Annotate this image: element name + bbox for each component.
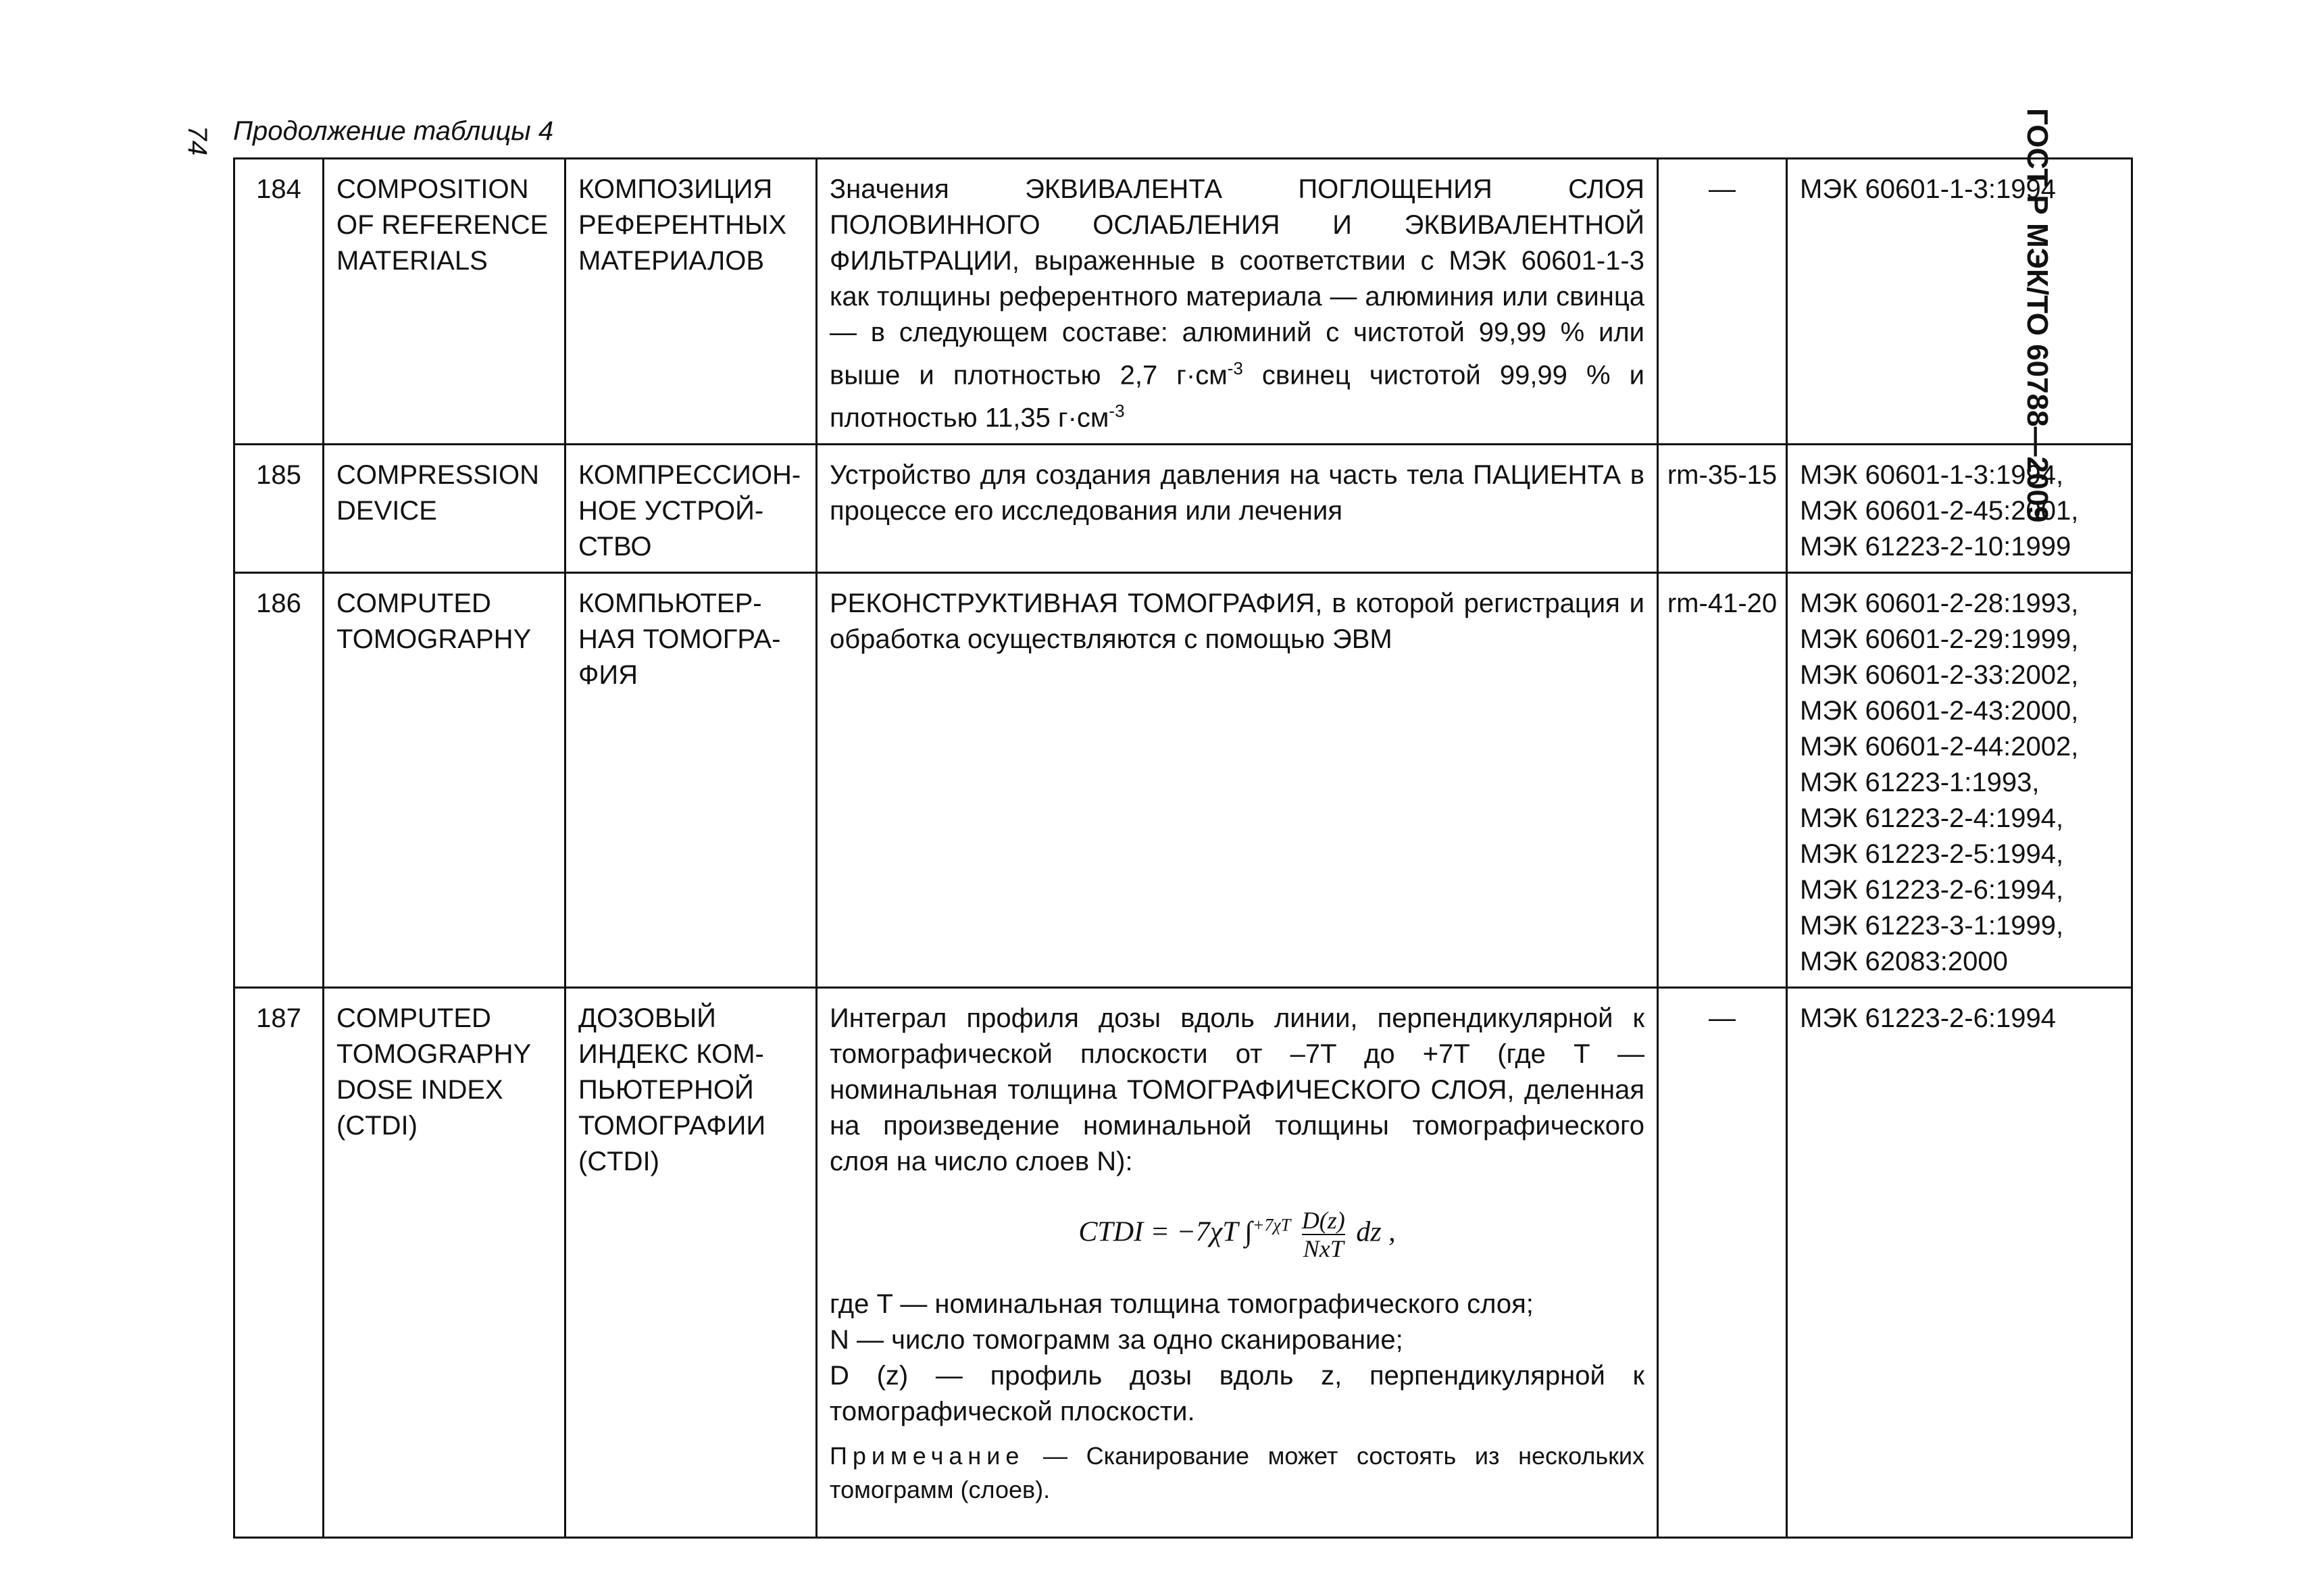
table-row [234,444,2132,572]
term-number: 187 [234,987,324,1537]
term-russian: ДОЗОВЫЙ ИНДЕКС КОМ- ПЬЮТЕРНОЙ ТОМОГРАФИИ (CTDI) [565,987,817,1537]
term-references: МЭК 60601-1-3:1994 [1787,159,2132,445]
term-definition: Значения ЭКВИВАЛЕНТА ПОГЛОЩЕНИЯ СЛОЯ ПОЛОВИННОГО ОСЛАБЛЕНИЯ И ЭКВИВАЛЕНТНОЙ ФИЛЬТРАЦИИ, выраженные в соответствии с МЭК 60601-1-3 как толщины референтного материала — алюминия или свинца — в следующем составе: алюминий с чистотой 99,99 % или выше и плотностью 2,7 $г\cdot см^{-3}$ свинец чистотой 99,99 % и плотностью 11,35 $г\cdot см^{-3}$ [817,159,1658,445]
term-number: 185 [234,444,324,572]
term-references: МЭК 61223-2-6:1994 [1787,987,2132,1537]
table-row [234,572,2132,987]
table-row [234,987,2132,1537]
term-english: COMPOSITION OF REFERENCE MATERIALS [324,159,565,445]
term-references: МЭК 60601-2-28:1993, МЭК 60601-2-29:1999, МЭК 60601-2-33:2002, МЭК 60601-2-43:2000, МЭК 60601-2-44:2002, МЭК 61223-1:1993, МЭК 61223-2-4:1994, МЭК 61223-2-5:1994, МЭК 61223-2-6:1994, МЭК 61223-3-1:1999, МЭК 62083:2000 [1787,572,2132,987]
term-russian: КОМПРЕССИОН- НОЕ УСТРОЙ- СТВО [565,444,817,572]
term-russian: КОМПЬЮТЕР- НАЯ ТОМОГРА- ФИЯ [565,572,817,987]
note: Примечание — Сканирование может состоять из нескольких томограмм (слоев). [830,1441,1644,1503]
table-row [234,159,2132,445]
term-definition: Устройство для создания давления на часть тела ПАЦИЕНТА в процессе его исследования или лечения [817,444,1658,572]
term-code: rm-35-15 [1658,444,1787,572]
terms-table [233,157,2133,1539]
term-definition: Интеграл профиля дозы вдоль линии, перпендикулярной к томографической плоскости от –7T до +7T (где T — номинальная толщина ТОМОГРАФИЧЕСКОГО СЛОЯ, деленная на произведение номинальной толщины томографического слоя на число слоев N): CTDI = −7χT ∫$^{+7\chi T}$ $\frac{D(z)}{\text{NxT}}$ dz , где T — номинальная толщина томографического слоя; N — число томограмм за одно сканирование; D (z) — профиль дозы вдоль z, перпендикулярной к томографической плоскости. Примечание — Сканирование может состоять из нескольких томограмм (слоев). [817,987,1658,1537]
document-title: ГОСТ Р МЭК/ТО 60788—2009 [2021,108,2054,523]
term-references: МЭК 60601-1-3:1994, МЭК 60601-2-45:2001, МЭК 61223-2-10:1999 [1787,444,2132,572]
term-code: rm-41-20 [1658,572,1787,987]
term-number: 186 [234,572,324,987]
term-english: COMPUTED TOMOGRAPHY [324,572,565,987]
term-english: COMPRESSION DEVICE [324,444,565,572]
term-number: 184 [234,159,324,445]
formula-fraction: $\frac{D(z)}{\text{NxT}}$ [1301,1206,1345,1262]
table-caption: Продолжение таблицы 4 [233,116,554,146]
formula-legend: где T — номинальная толщина томографического слоя; N — число томограмм за одно сканирование; D (z) — профиль дозы вдоль z, перпендикулярной к томографической плоскости. [830,1289,1644,1426]
term-definition: РЕКОНСТРУКТИВНАЯ ТОМОГРАФИЯ, в которой регистрация и обработка осуществляются с помощью ЭВМ [817,572,1658,987]
page-number: 74 [182,125,212,156]
term-english: COMPUTED TOMOGRAPHY DOSE INDEX (CTDI) [324,987,565,1537]
term-code: — [1658,159,1787,445]
ctdi-formula: CTDI = −7χT ∫$^{+7\chi T}$ $\frac{D(z)}{\text{NxT}}$ dz , [1078,1206,1396,1262]
term-code: — [1658,987,1787,1537]
term-russian: КОМПОЗИЦИЯ РЕФЕРЕНТНЫХ МАТЕРИАЛОВ [565,159,817,445]
